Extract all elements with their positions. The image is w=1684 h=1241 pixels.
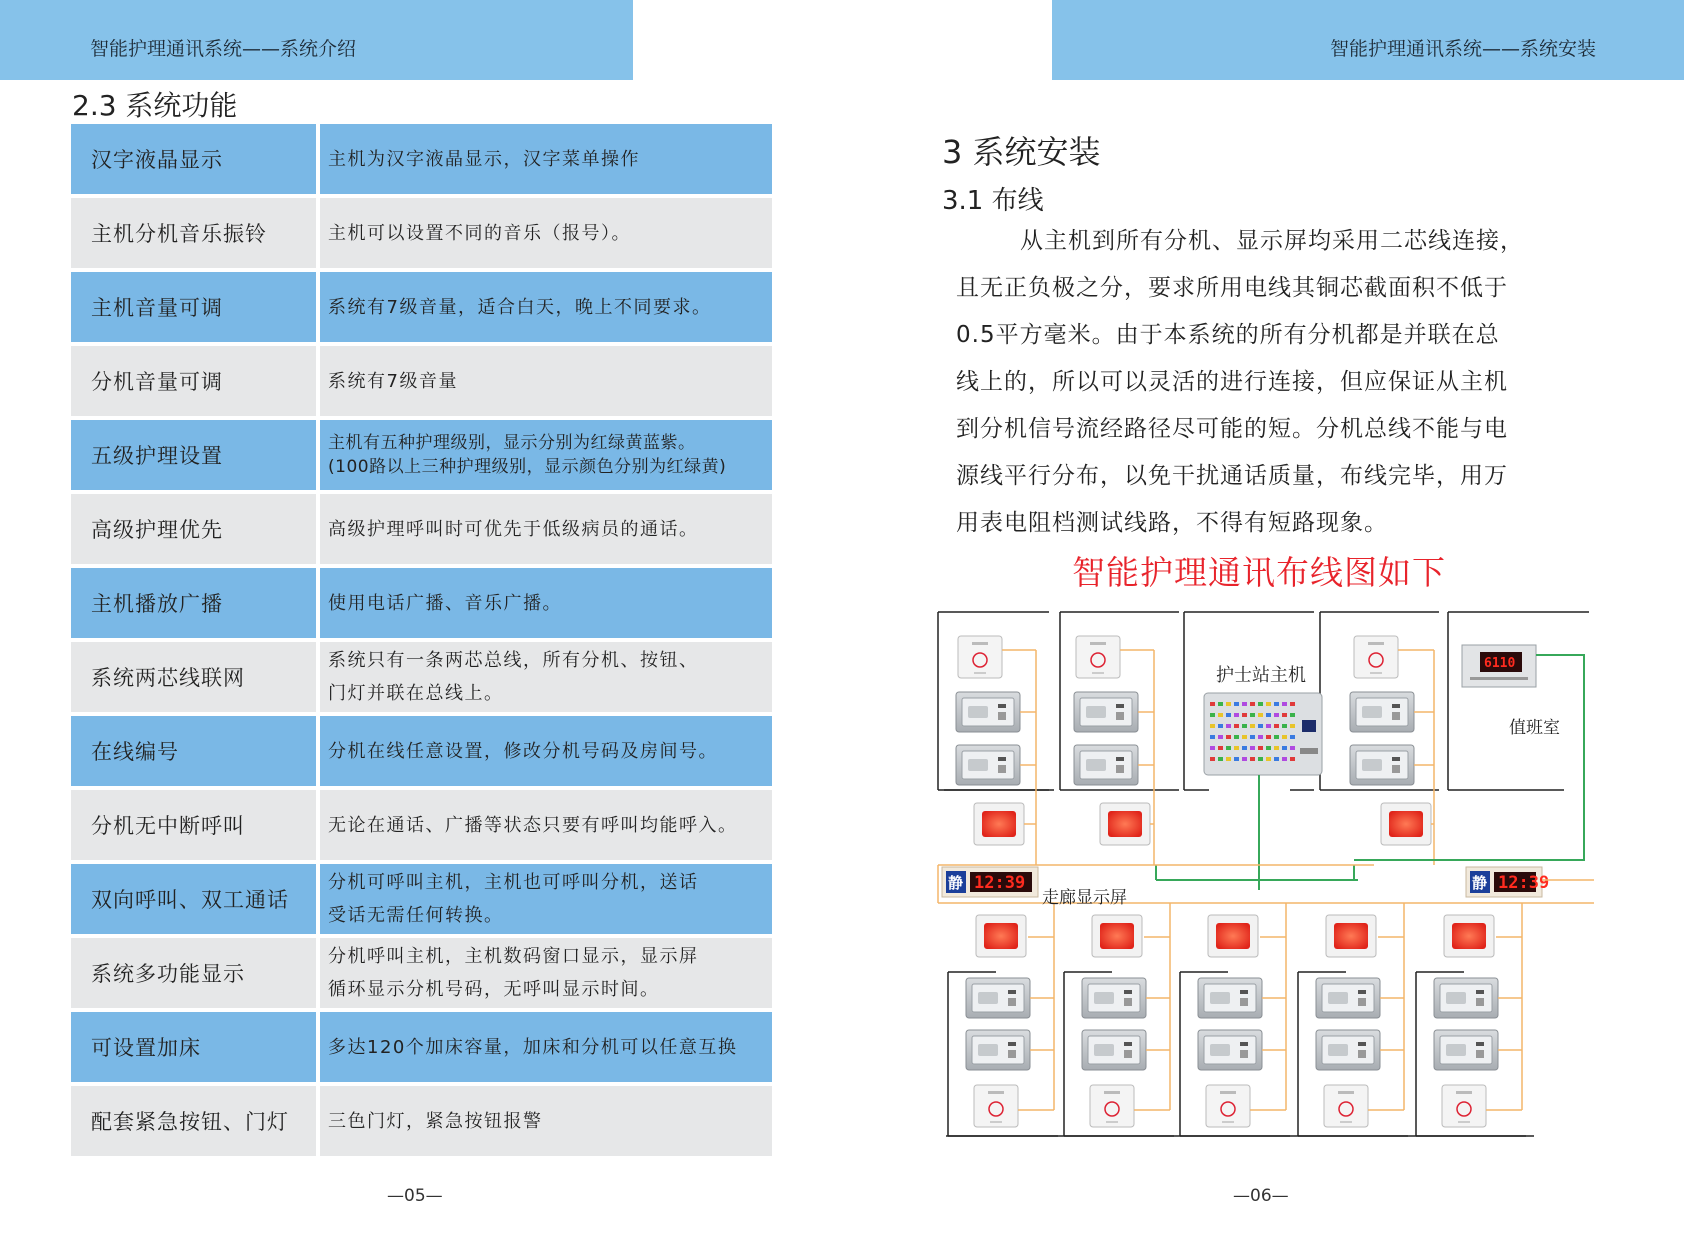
door-lamp-light bbox=[1108, 811, 1142, 837]
host-indicator bbox=[1234, 702, 1239, 706]
host-indicator bbox=[1266, 702, 1271, 706]
paragraph-line: 到分机信号流经路径尽可能的短。分机总线不能与电 bbox=[956, 416, 1508, 442]
extension-key bbox=[1116, 757, 1124, 761]
host-indicator bbox=[1266, 713, 1271, 717]
bedside-extension bbox=[1434, 1030, 1498, 1070]
host-indicator bbox=[1258, 713, 1263, 717]
host-indicator bbox=[1242, 746, 1247, 750]
feature-desc: 使用电话广播、音乐广播。 bbox=[320, 568, 772, 638]
feature-row bbox=[71, 124, 772, 194]
wiring-diagram bbox=[934, 610, 1594, 1165]
feature-row bbox=[71, 864, 772, 934]
call-button-text bbox=[1106, 1121, 1118, 1123]
feature-row bbox=[71, 568, 772, 638]
feature-name: 双向呼叫、双工通话 bbox=[71, 864, 316, 934]
extension-speaker bbox=[1362, 759, 1382, 771]
feature-desc-line: 分机可呼叫主机，主机也可呼叫分机，送话 bbox=[328, 872, 699, 893]
host-indicator bbox=[1290, 735, 1295, 739]
host-indicator bbox=[1258, 746, 1263, 750]
host-indicator bbox=[1250, 757, 1255, 761]
door-lamp bbox=[1326, 915, 1376, 957]
host-indicator bbox=[1274, 724, 1279, 728]
call-button-text bbox=[988, 1091, 1004, 1094]
extension-speaker bbox=[1086, 759, 1106, 771]
host-indicator bbox=[1274, 702, 1279, 706]
nurse-station-host bbox=[1204, 693, 1322, 775]
extension-key bbox=[1124, 998, 1132, 1006]
host-indicator bbox=[1282, 724, 1287, 728]
extension-key bbox=[998, 765, 1006, 773]
call-button-text bbox=[1220, 1091, 1236, 1094]
host-indicator bbox=[1274, 746, 1279, 750]
door-lamp bbox=[1444, 915, 1494, 957]
duty-display-time: 6110 bbox=[1484, 656, 1516, 671]
bedside-extension bbox=[1074, 745, 1138, 785]
host-indicator bbox=[1266, 724, 1271, 728]
extension-speaker bbox=[1210, 1044, 1230, 1056]
door-lamp-light bbox=[1100, 923, 1134, 949]
door-lamp-light bbox=[1452, 923, 1486, 949]
bedside-extension bbox=[1350, 745, 1414, 785]
extension-key bbox=[1358, 1050, 1366, 1058]
feature-desc: 主机可以设置不同的音乐（报号）。 bbox=[320, 198, 772, 268]
display-time: 12:39 bbox=[1498, 873, 1550, 893]
host-indicator bbox=[1226, 735, 1231, 739]
feature-row bbox=[71, 198, 772, 268]
feature-desc-line: 门灯并联在总线上。 bbox=[328, 683, 504, 704]
corridor-display bbox=[1466, 867, 1549, 897]
bedside-extension bbox=[1082, 1030, 1146, 1070]
right-header-title: 智能护理通讯系统——系统安装 bbox=[1329, 38, 1596, 60]
feature-row bbox=[71, 790, 772, 860]
quiet-sign: 静 bbox=[1472, 874, 1488, 892]
feature-desc: 高级护理呼叫时可优先于低级病员的通话。 bbox=[320, 494, 772, 564]
display-time: 12:39 bbox=[974, 873, 1026, 893]
feature-desc-line: (100路以上三种护理级别，显示颜色分别为红绿黄) bbox=[328, 457, 727, 477]
extension-key bbox=[1124, 1050, 1132, 1058]
wiring-paragraph bbox=[956, 218, 1556, 547]
extension-speaker bbox=[1210, 992, 1230, 1004]
host-indicator bbox=[1282, 746, 1287, 750]
call-button-text bbox=[1090, 642, 1106, 645]
call-button-text bbox=[1456, 1091, 1472, 1094]
feature-desc: 系统有7级音量 bbox=[320, 346, 772, 416]
host-indicator bbox=[1226, 702, 1231, 706]
host-indicator bbox=[1226, 713, 1231, 717]
door-lamp-light bbox=[1389, 811, 1423, 837]
extension-key bbox=[1240, 1042, 1248, 1046]
call-button bbox=[1354, 636, 1398, 678]
host-indicator bbox=[1234, 735, 1239, 739]
host-indicator bbox=[1234, 724, 1239, 728]
feature-row bbox=[71, 1012, 772, 1082]
feature-name: 系统两芯线联网 bbox=[71, 642, 316, 712]
host-indicator bbox=[1218, 713, 1223, 717]
door-lamp-light bbox=[982, 811, 1016, 837]
host-indicator bbox=[1218, 724, 1223, 728]
duty-display-text bbox=[1470, 677, 1528, 680]
extension-speaker bbox=[1328, 992, 1348, 1004]
feature-desc: 多达120个加床容量，加床和分机可以任意互换 bbox=[320, 1012, 772, 1082]
extension-key bbox=[1008, 1050, 1016, 1058]
host-indicator bbox=[1218, 746, 1223, 750]
feature-name: 主机播放广播 bbox=[71, 568, 316, 638]
feature-desc: 无论在通话、广播等状态只要有呼叫均能呼入。 bbox=[320, 790, 772, 860]
extension-speaker bbox=[1446, 992, 1466, 1004]
call-button-text bbox=[1104, 1091, 1120, 1094]
host-indicator bbox=[1218, 702, 1223, 706]
host-indicator bbox=[1250, 746, 1255, 750]
feature-row bbox=[71, 346, 772, 416]
extension-key bbox=[998, 712, 1006, 720]
door-lamp bbox=[974, 803, 1024, 845]
paragraph-line: 且无正负极之分，要求所用电线其铜芯截面积不低于 bbox=[956, 275, 1508, 301]
extension-key bbox=[1476, 1050, 1484, 1058]
door-lamp bbox=[1381, 803, 1431, 845]
call-button-text bbox=[1458, 1121, 1470, 1123]
host-indicator bbox=[1266, 757, 1271, 761]
host-indicator bbox=[1250, 713, 1255, 717]
extension-speaker bbox=[1328, 1044, 1348, 1056]
bedside-extension bbox=[966, 978, 1030, 1018]
extension-key bbox=[1116, 704, 1124, 708]
bedside-extension bbox=[1434, 978, 1498, 1018]
feature-desc: 主机为汉字液晶显示，汉字菜单操作 bbox=[320, 124, 772, 194]
extension-key bbox=[1476, 998, 1484, 1006]
feature-desc-line: 受话无需任何转换。 bbox=[328, 905, 504, 926]
feature-name: 分机音量可调 bbox=[71, 346, 316, 416]
extension-key bbox=[1392, 704, 1400, 708]
host-indicator bbox=[1242, 735, 1247, 739]
feature-desc: 系统有7级音量，适合白天，晚上不同要求。 bbox=[320, 272, 772, 342]
extension-key bbox=[1116, 712, 1124, 720]
host-indicator bbox=[1210, 746, 1215, 750]
host-indicator bbox=[1234, 713, 1239, 717]
host-label: 护士站主机 bbox=[1216, 665, 1306, 686]
host-indicator bbox=[1258, 702, 1263, 706]
call-button bbox=[958, 636, 1002, 678]
call-button-text bbox=[1368, 642, 1384, 645]
left-header-title: 智能护理通讯系统——系统介绍 bbox=[90, 38, 357, 60]
extension-key bbox=[1124, 1042, 1132, 1046]
host-indicator bbox=[1242, 757, 1247, 761]
bedside-extension bbox=[1198, 1030, 1262, 1070]
host-indicator bbox=[1266, 746, 1271, 750]
host-indicator bbox=[1234, 746, 1239, 750]
bedside-extension bbox=[966, 1030, 1030, 1070]
call-button-text bbox=[1222, 1121, 1234, 1123]
host-indicator bbox=[1266, 735, 1271, 739]
call-button-text bbox=[972, 642, 988, 645]
extension-key bbox=[1008, 998, 1016, 1006]
call-button-text bbox=[1370, 672, 1382, 674]
extension-key bbox=[1358, 998, 1366, 1006]
paragraph-line: 0.5平方毫米。由于本系统的所有分机都是并联在总 bbox=[956, 322, 1500, 348]
extension-key bbox=[1476, 1042, 1484, 1046]
left-page-number: —05— bbox=[387, 1186, 443, 1206]
extension-speaker bbox=[1094, 1044, 1114, 1056]
feature-name: 分机无中断呼叫 bbox=[71, 790, 316, 860]
section-title: 2.3 系统功能 bbox=[72, 89, 238, 122]
extension-key bbox=[1124, 990, 1132, 994]
host-indicator bbox=[1210, 735, 1215, 739]
host-indicator bbox=[1258, 724, 1263, 728]
extension-key bbox=[1392, 765, 1400, 773]
host-indicator bbox=[1242, 724, 1247, 728]
call-button-text bbox=[1092, 672, 1104, 674]
feature-name: 系统多功能显示 bbox=[71, 938, 316, 1008]
duty-room-display bbox=[1462, 645, 1536, 687]
bedside-extension bbox=[1198, 978, 1262, 1018]
feature-row bbox=[71, 1086, 772, 1156]
door-lamp bbox=[1100, 803, 1150, 845]
call-button bbox=[1206, 1085, 1250, 1127]
call-button bbox=[974, 1085, 1018, 1127]
host-indicator bbox=[1282, 757, 1287, 761]
extension-key bbox=[1476, 990, 1484, 994]
corridor-display-label: 走廊显示屏 bbox=[1042, 888, 1127, 908]
extension-key bbox=[1240, 1050, 1248, 1058]
extension-speaker bbox=[1094, 992, 1114, 1004]
host-indicator bbox=[1274, 713, 1279, 717]
install-title: 3 系统安装 bbox=[942, 133, 1101, 171]
bedside-extension bbox=[1316, 978, 1380, 1018]
host-indicator bbox=[1218, 757, 1223, 761]
host-indicator bbox=[1250, 724, 1255, 728]
feature-name: 主机分机音乐振铃 bbox=[71, 198, 316, 268]
paragraph-line: 线上的，所以可以灵活的进行连接，但应保证从主机 bbox=[956, 369, 1508, 395]
extension-key bbox=[1240, 990, 1248, 994]
quiet-sign: 静 bbox=[948, 874, 964, 892]
call-button-text bbox=[974, 672, 986, 674]
extension-speaker bbox=[1362, 706, 1382, 718]
feature-row bbox=[71, 642, 772, 712]
extension-speaker bbox=[1086, 706, 1106, 718]
feature-name: 配套紧急按钮、门灯 bbox=[71, 1086, 316, 1156]
call-button bbox=[1324, 1085, 1368, 1127]
host-keypad bbox=[1300, 748, 1318, 754]
host-indicator bbox=[1258, 735, 1263, 739]
feature-desc bbox=[320, 938, 772, 1008]
feature-desc-line: 循环显示分机号码，无呼叫显示时间。 bbox=[328, 979, 660, 1000]
extension-speaker bbox=[978, 992, 998, 1004]
feature-desc: 分机在线任意设置，修改分机号码及房间号。 bbox=[320, 716, 772, 786]
diagram-title: 智能护理通讯布线图如下 bbox=[1072, 553, 1446, 592]
corridor-display bbox=[942, 867, 1038, 897]
feature-name: 汉字液晶显示 bbox=[71, 124, 316, 194]
extension-speaker bbox=[968, 759, 988, 771]
extension-key bbox=[1358, 1042, 1366, 1046]
feature-name: 主机音量可调 bbox=[71, 272, 316, 342]
door-lamp-light bbox=[1216, 923, 1250, 949]
host-indicator bbox=[1242, 713, 1247, 717]
feature-row bbox=[71, 272, 772, 342]
right-page-header bbox=[1052, 0, 1684, 80]
call-button-text bbox=[1340, 1121, 1352, 1123]
host-indicator bbox=[1274, 735, 1279, 739]
bedside-extension bbox=[1074, 692, 1138, 732]
feature-desc-line: 系统只有一条两芯总线，所有分机、按钮、 bbox=[328, 650, 699, 671]
feature-name: 可设置加床 bbox=[71, 1012, 316, 1082]
bedside-extension bbox=[1082, 978, 1146, 1018]
door-lamp bbox=[1092, 915, 1142, 957]
left-page-header bbox=[0, 0, 633, 80]
host-indicator bbox=[1210, 702, 1215, 706]
bedside-extension bbox=[1316, 1030, 1380, 1070]
host-indicator bbox=[1290, 724, 1295, 728]
feature-name: 在线编号 bbox=[71, 716, 316, 786]
extension-key bbox=[1116, 765, 1124, 773]
feature-desc bbox=[320, 864, 772, 934]
right-page-number: —06— bbox=[1233, 1186, 1289, 1206]
extension-key bbox=[998, 704, 1006, 708]
extension-speaker bbox=[1446, 1044, 1466, 1056]
host-indicator bbox=[1234, 757, 1239, 761]
feature-name: 五级护理设置 bbox=[71, 420, 316, 490]
bedside-extension bbox=[1350, 692, 1414, 732]
host-indicator bbox=[1258, 757, 1263, 761]
host-indicator bbox=[1274, 757, 1279, 761]
call-button-text bbox=[990, 1121, 1002, 1123]
extension-key bbox=[1392, 757, 1400, 761]
host-indicator bbox=[1250, 735, 1255, 739]
door-lamp-light bbox=[984, 923, 1018, 949]
host-indicator bbox=[1282, 702, 1287, 706]
host-indicator bbox=[1242, 702, 1247, 706]
host-indicator bbox=[1282, 735, 1287, 739]
extension-speaker bbox=[978, 1044, 998, 1056]
feature-desc: 三色门灯，紧急按钮报警 bbox=[320, 1086, 772, 1156]
host-indicator bbox=[1226, 724, 1231, 728]
extension-key bbox=[998, 757, 1006, 761]
extension-key bbox=[1008, 1042, 1016, 1046]
host-indicator bbox=[1210, 757, 1215, 761]
extension-key bbox=[1008, 990, 1016, 994]
call-button bbox=[1090, 1085, 1134, 1127]
paragraph-line: 从主机到所有分机、显示屏均采用二芯线连接， bbox=[1020, 228, 1524, 254]
door-lamp bbox=[976, 915, 1026, 957]
bedside-extension bbox=[956, 745, 1020, 785]
extension-speaker bbox=[968, 706, 988, 718]
call-button bbox=[1076, 636, 1120, 678]
host-indicator bbox=[1290, 746, 1295, 750]
door-lamp-light bbox=[1334, 923, 1368, 949]
host-indicator bbox=[1218, 735, 1223, 739]
host-indicator bbox=[1250, 702, 1255, 706]
host-indicator bbox=[1290, 757, 1295, 761]
extension-key bbox=[1358, 990, 1366, 994]
feature-row bbox=[71, 494, 772, 564]
feature-row bbox=[71, 938, 772, 1008]
feature-desc-line: 分机呼叫主机，主机数码窗口显示，显示屏 bbox=[328, 946, 699, 967]
call-button bbox=[1442, 1085, 1486, 1127]
feature-desc bbox=[320, 420, 772, 490]
paragraph-line: 源线平行分布，以免干扰通话质量，布线完毕，用万 bbox=[956, 463, 1508, 489]
paragraph-line: 用表电阻档测试线路，不得有短路现象。 bbox=[956, 510, 1388, 536]
feature-desc-line: 主机有五种护理级别，显示分别为红绿黄蓝紫。 bbox=[328, 433, 696, 453]
wiring-subtitle: 3.1 布线 bbox=[942, 186, 1044, 216]
host-indicator bbox=[1210, 713, 1215, 717]
host-indicator bbox=[1226, 746, 1231, 750]
bedside-extension bbox=[956, 692, 1020, 732]
host-indicator bbox=[1210, 724, 1215, 728]
feature-desc bbox=[320, 642, 772, 712]
feature-row bbox=[71, 420, 772, 490]
feature-row bbox=[71, 716, 772, 786]
host-indicator bbox=[1290, 702, 1295, 706]
host-indicator bbox=[1226, 757, 1231, 761]
door-lamp bbox=[1208, 915, 1258, 957]
extension-key bbox=[1392, 712, 1400, 720]
feature-name: 高级护理优先 bbox=[71, 494, 316, 564]
extension-key bbox=[1240, 998, 1248, 1006]
host-indicator bbox=[1290, 713, 1295, 717]
host-indicator bbox=[1282, 713, 1287, 717]
duty-room-label: 值班室 bbox=[1509, 718, 1560, 738]
call-button-text bbox=[1338, 1091, 1354, 1094]
host-screen bbox=[1302, 720, 1316, 732]
